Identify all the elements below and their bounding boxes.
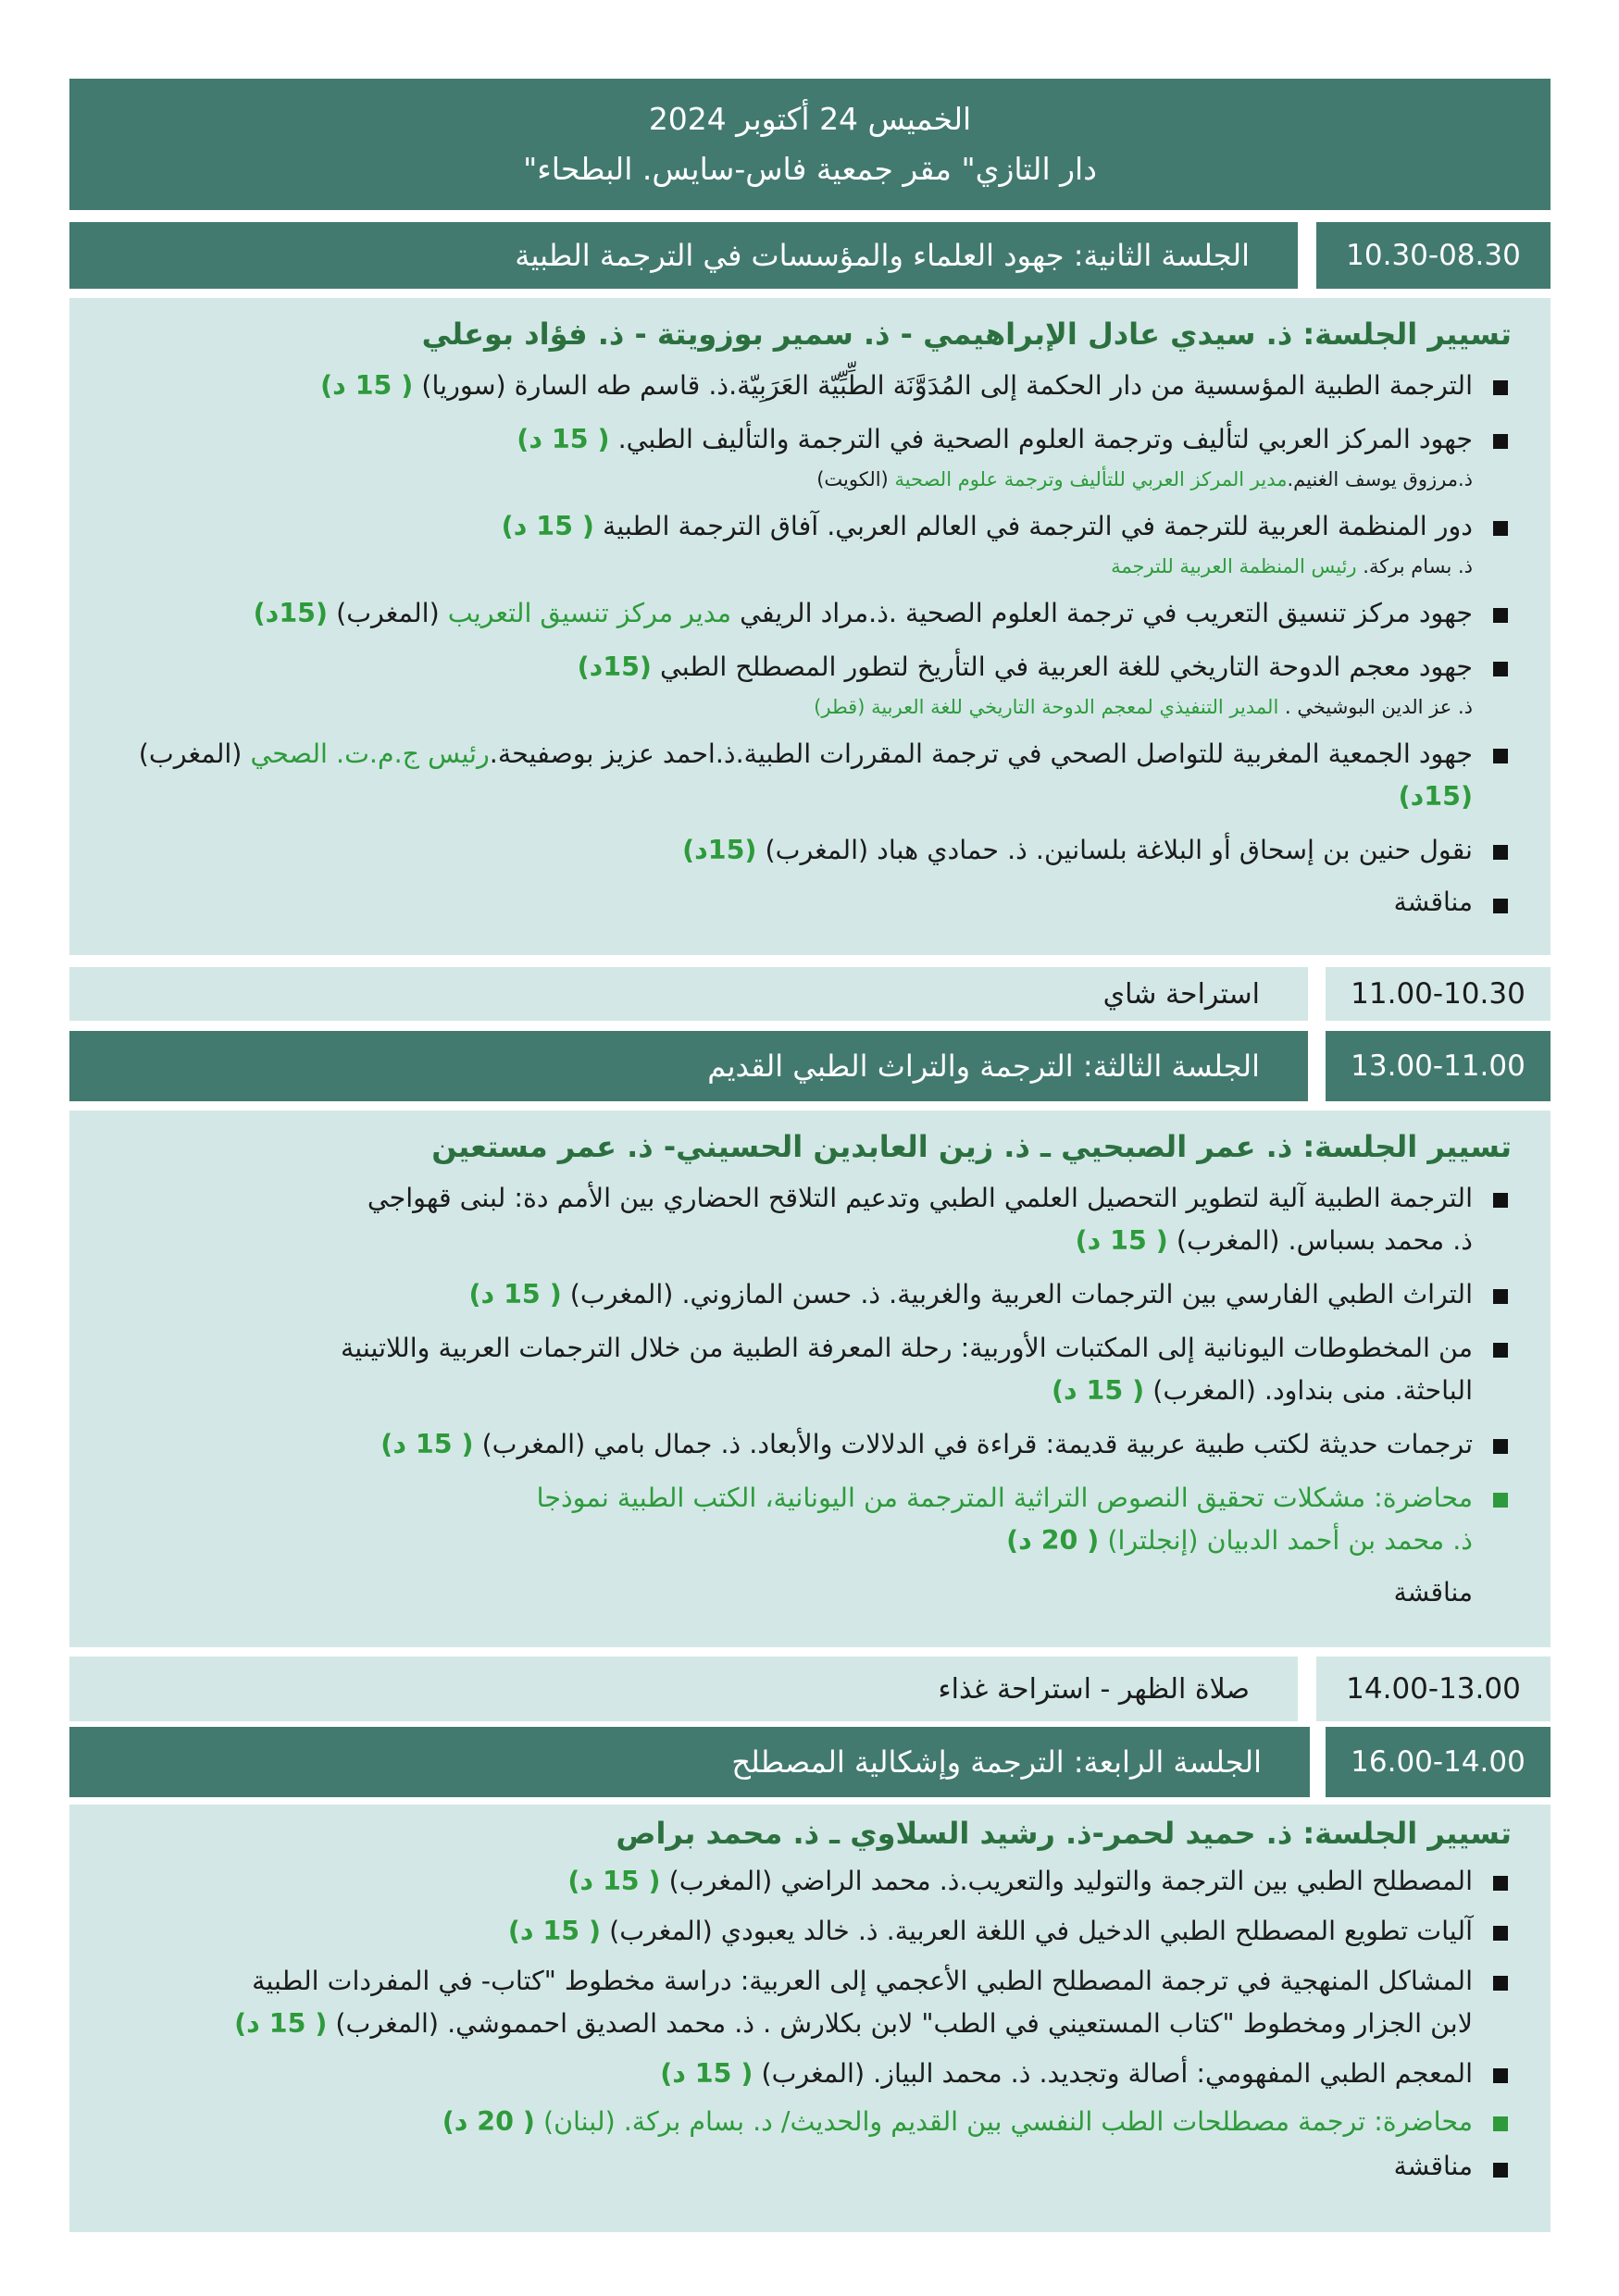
lunch-break-label: صلاة الظهر - استراحة غذاء bbox=[938, 1672, 1250, 1706]
speaker-name: ذ.مرزوق يوسف الغنيم. bbox=[1287, 468, 1473, 490]
duration: (15د) bbox=[1398, 781, 1473, 812]
duration: (15د) bbox=[682, 835, 757, 865]
talk-item: جهود مركز تنسيق التعريب في ترجمة العلوم الصحية .ذ.مراد الريفي مدير مركز تنسيق التعريب (المغرب) (15د) bbox=[106, 592, 1512, 635]
lecture-item: محاضرة: ترجمة مصطلحات الطب النفسي بين القديم والحديث/ د. بسام بركة. (لبنان) ( 20 د) bbox=[106, 2101, 1512, 2143]
duration: ( 20 د) bbox=[1006, 1525, 1100, 1556]
speaker-country: (الكويت) bbox=[816, 468, 889, 490]
speaker-line: ذ. محمد بسباس. (المغرب) bbox=[1176, 1225, 1473, 1256]
speaker-country: (المغرب) bbox=[138, 738, 243, 769]
speaker-line: الباحثة. منى بنداود. (المغرب) bbox=[1152, 1375, 1473, 1406]
lecture-item: محاضرة: مشكلات تحقيق النصوص التراثية المترجمة من اليونانية، الكتب الطبية نموذجا ذ. محمد بن أحمد الدبيان (إنجلترا) ( 20 د) bbox=[106, 1477, 1512, 1562]
duration: ( 15 د) bbox=[507, 1916, 602, 1946]
tea-break-label: استراحة شاي bbox=[1102, 977, 1260, 1011]
discussion-item: مناقشة bbox=[106, 2147, 1512, 2186]
talk-item: جهود الجمعية المغربية للتواصل الصحي في ترجمة المقررات الطبية.ذ.احمد عزيز بوصفيحة.رئيس ج.م.ت. الصحي (المغرب) (15د) bbox=[106, 733, 1512, 818]
duration: ( 15 د) bbox=[468, 1279, 562, 1309]
duration: ( 15 د) bbox=[234, 2008, 328, 2039]
session-4-chairs: تسيير الجلسة: ذ. حميد لحمر-ذ. رشيد السلاوي ـ ذ. محمد براص bbox=[616, 1816, 1512, 1851]
talk-item: ترجمات حديثة لكتب طبية عربية قديمة: قراءة في الدلالات والأبعاد. ذ. جمال بامي (المغرب) ( 15 د) bbox=[106, 1423, 1512, 1466]
discussion-item: مناقشة bbox=[1393, 1577, 1473, 1607]
duration: (15د) bbox=[577, 652, 652, 682]
duration: ( 20 د) bbox=[442, 2106, 535, 2137]
talk-item: التراث الطبي الفارسي بين الترجمات العربية والغربية. ذ. حسن المازوني. (المغرب) ( 15 د) bbox=[106, 1273, 1512, 1316]
speaker-name: ذ. بسام بركة. bbox=[1363, 555, 1473, 577]
talk-item: المشاكل المنهجية في ترجمة المصطلح الطبي الأعجمي إلى العربية: دراسة مخطوط "كتاب- في المفردات الطبية لابن الجزار ومخطوط "كتاب المستعيني في الطب" لابن بكلارش . ذ. محمد الصديق احمموشي. (المغرب) ( 15 د) bbox=[106, 1960, 1512, 2045]
speaker-role: رئيس المنظمة العربية للترجمة bbox=[1111, 555, 1357, 577]
session-2-title-bar bbox=[69, 222, 1298, 289]
tea-break-time: 11.00-10.30 bbox=[1326, 967, 1551, 1021]
session-4-time: 16.00-14.00 bbox=[1326, 1727, 1551, 1797]
session-4-title: الجلسة الرابعة: الترجمة وإشكالية المصطلح bbox=[731, 1744, 1262, 1780]
speaker-role: رئيس ج.م.ت. الصحي bbox=[250, 738, 490, 769]
duration: ( 15 د) bbox=[380, 1429, 474, 1459]
venue-line: دار التازي" مقر جمعية فاس-سايس. البطحاء" bbox=[523, 151, 1097, 187]
tea-break-row bbox=[69, 967, 1308, 1021]
speaker-line: لابن الجزار ومخطوط "كتاب المستعيني في الطب" لابن بكلارش . ذ. محمد الصديق احمموشي. (المغرب) bbox=[335, 2008, 1473, 2039]
duration: ( 15 د) bbox=[567, 1866, 661, 1896]
session-4-content bbox=[69, 1805, 1551, 2232]
talk-item: من المخطوطات اليونانية إلى المكتبات الأوربية: رحلة المعرفة الطبية من خلال الترجمات العربية واللاتينية الباحثة. منى بنداود. (المغرب) ( 15 د) bbox=[106, 1327, 1512, 1412]
session-2-chairs: تسيير الجلسة: ذ. سيدي عادل الإبراهيمي - ذ. سمير بوزويتة - ذ. فؤاد بوعلي bbox=[421, 316, 1512, 352]
duration: ( 15 د) bbox=[660, 2058, 753, 2089]
speaker-line bbox=[106, 692, 1473, 722]
duration: ( 15 د) bbox=[517, 424, 610, 454]
talk-item: الترجمة الطبية آلية لتطوير التحصيل العلمي الطبي وتدعيم التلاقح الحضاري بين الأمم دة: لبنى قهواجي ذ. محمد بسباس. (المغرب) ( 15 د) bbox=[106, 1177, 1512, 1262]
date-line: الخميس 24 أكتوبر 2024 bbox=[648, 101, 972, 137]
speaker-country: (المغرب) bbox=[336, 598, 440, 628]
duration: (15د) bbox=[253, 598, 329, 628]
duration: ( 15 د) bbox=[1051, 1375, 1145, 1406]
session-2-time: 10.30-08.30 bbox=[1316, 222, 1551, 289]
date-venue-header bbox=[69, 79, 1551, 210]
session-3-chairs: تسيير الجلسة: ذ. عمر الصبحيي ـ ذ. زين العابدين الحسيني- ذ. عمر مستعين bbox=[431, 1129, 1512, 1164]
speaker-line bbox=[106, 465, 1473, 494]
session-2-title: الجلسة الثانية: جهود العلماء والمؤسسات في الترجمة الطبية bbox=[515, 238, 1250, 273]
lunch-break-time: 14.00-13.00 bbox=[1316, 1657, 1551, 1721]
talk-item: الترجمة الطبية المؤسسية من دار الحكمة إلى المُدَوَّنَة الطِّبِّيّة العَرَبِيّة.ذ. قاسم طه السارة (سوريا) ( 15 د) bbox=[106, 365, 1512, 407]
talk-item: نقول حنين بن إسحاق أو البلاغة بلسانين. ذ. حمادي هباد (المغرب) (15د) bbox=[106, 829, 1512, 872]
session-3-time: 13.00-11.00 bbox=[1326, 1031, 1551, 1101]
duration: ( 15 د) bbox=[320, 370, 414, 401]
session-3-title: الجلسة الثالثة: الترجمة والتراث الطبي القديم bbox=[707, 1049, 1260, 1084]
lunch-break-row bbox=[69, 1657, 1298, 1721]
session-2-content bbox=[69, 298, 1551, 955]
speaker-role: مدير مركز تنسيق التعريب bbox=[447, 598, 732, 628]
talk-item: دور المنظمة العربية للترجمة في الترجمة في العالم العربي. آفاق الترجمة الطبية ( 15 د) ذ. بسام بركة. رئيس المنظمة العربية للترجمة bbox=[106, 505, 1512, 581]
talk-item: جهود معجم الدوحة التاريخي للغة العربية في التأريخ لتطور المصطلح الطبي (15د) ذ. عز الدين البوشيخي . المدير التنفيذي لمعجم الدوحة التاريخي للغة العربية (قطر) bbox=[106, 646, 1512, 722]
talk-item: المعجم الطبي المفهومي: أصالة وتجديد. ذ. محمد البياز. (المغرب) ( 15 د) bbox=[106, 2053, 1512, 2095]
speaker-line: ذ. محمد بن أحمد الدبيان (إنجلترا) bbox=[1107, 1525, 1473, 1556]
session-4-title-bar bbox=[69, 1727, 1310, 1797]
speaker-name: ذ. عز الدين البوشيخي . bbox=[1284, 696, 1473, 718]
session-3-content bbox=[69, 1111, 1551, 1647]
discussion-item: مناقشة bbox=[106, 883, 1512, 922]
duration: ( 15 د) bbox=[501, 511, 594, 541]
speaker-role: مدير المركز العربي للتأليف وترجمة علوم الصحية bbox=[894, 468, 1288, 490]
talk-item: جهود المركز العربي لتأليف وترجمة العلوم الصحية في الترجمة والتأليف الطبي. ( 15 د) ذ.مرزوق يوسف الغنيم.مدير المركز العربي للتأليف وترجمة علوم الصحية (الكويت) bbox=[106, 418, 1512, 494]
session-3-title-bar bbox=[69, 1031, 1308, 1101]
duration: ( 15 د) bbox=[1075, 1225, 1168, 1256]
speaker-role: المدير التنفيذي لمعجم الدوحة التاريخي للغة العربية (قطر) bbox=[814, 696, 1279, 718]
talk-item: آليات تطويع المصطلح الطبي الدخيل في اللغة العربية. ذ. خالد يعبودي (المغرب) ( 15 د) bbox=[106, 1910, 1512, 1953]
speaker-line bbox=[106, 552, 1473, 581]
talk-item: المصطلح الطبي بين الترجمة والتوليد والتعريب.ذ. محمد الراضي (المغرب) ( 15 د) bbox=[106, 1860, 1512, 1903]
